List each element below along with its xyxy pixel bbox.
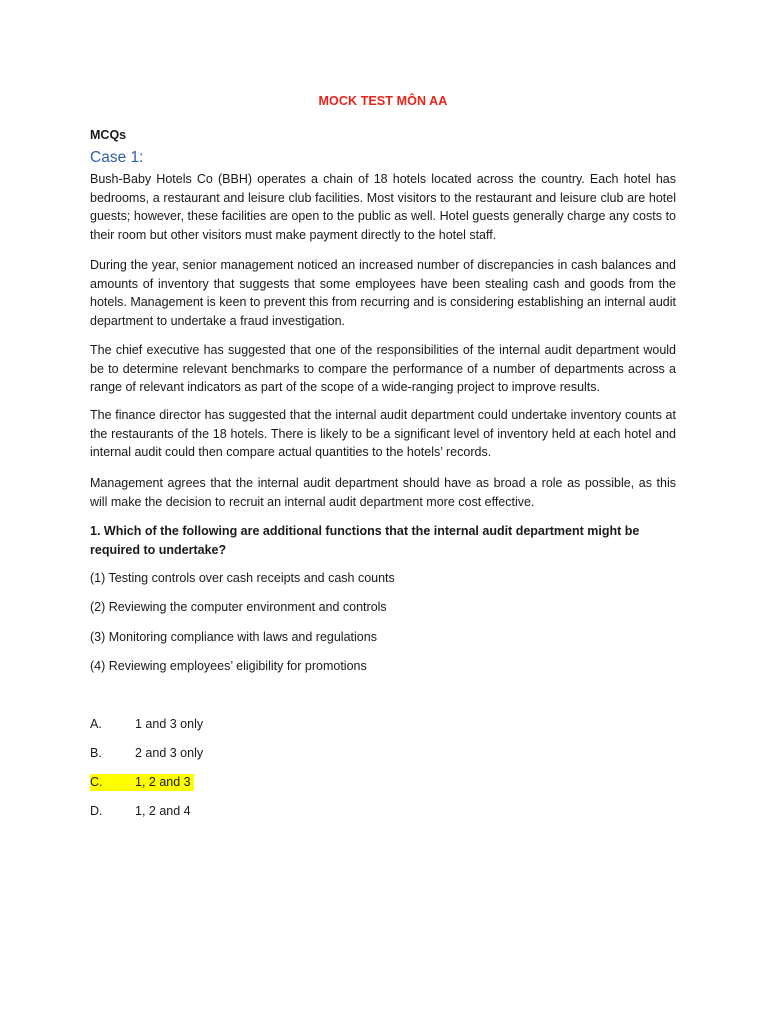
question-text: 1. Which of the following are additional functions that the internal audit department might be required to undertake? — [90, 524, 640, 557]
statement-item: (4) Reviewing employees’ eligibility for promotions — [90, 659, 367, 673]
option-letter: D. — [90, 804, 103, 818]
statement-item: (3) Monitoring compliance with laws and regulations — [90, 630, 377, 644]
case-paragraph: The finance director has suggested that the internal audit department could undertake inventory counts at the restaurants of the 18 hotels. There is likely to be a significant level of inventory held at each hotel and internal audit could then compare actual quantities to the hotels’ records. — [90, 408, 676, 460]
case-paragraph: Management agrees that the internal audit department should have as broad a role as possible, as this will make the decision to recruit an internal audit department more cost effective. — [90, 476, 676, 509]
option-text: 1, 2 and 4 — [135, 804, 191, 818]
statement-item: (2) Reviewing the computer environment and controls — [90, 600, 387, 614]
option-text: 1, 2 and 3 — [135, 775, 191, 789]
answer-option-c-highlighted — [90, 774, 194, 791]
option-letter: C. — [90, 775, 103, 789]
case-heading: Case 1: — [90, 149, 144, 166]
case-paragraph: The chief executive has suggested that one of the responsibilities of the internal audit department would be to determine relevant benchmarks to compare the performance of a number of departments across a range of relevant indicators as part of the scope of a wide-ranging project to improve results. — [90, 343, 676, 395]
section-label: MCQs — [90, 128, 127, 142]
case-paragraph: During the year, senior management noticed an increased number of discrepancies in cash balances and amounts of inventory that suggests that some employees have been stealing cash and goods from the hotels. Management is keen to prevent this from recurring and is considering establishing an internal audit department to undertake a fraud investigation. — [90, 258, 676, 328]
option-text: 2 and 3 only — [135, 746, 204, 760]
document-title: MOCK TEST MÔN AA — [318, 94, 448, 108]
option-letter: A. — [90, 717, 102, 731]
statement-item: (1) Testing controls over cash receipts and cash counts — [90, 571, 395, 585]
option-letter: B. — [90, 746, 102, 760]
case-paragraph: Bush-Baby Hotels Co (BBH) operates a chain of 18 hotels located across the country. Each hotel has bedrooms, a restaurant and leisure club facilities. Most visitors to the restaurant and leisure club are hotel guests; however, these facilities are open to the public as well. Hotel guests generally charge any costs to their room but other visitors must make payment directly to the hotel staff. — [90, 172, 676, 242]
option-text: 1 and 3 only — [135, 717, 204, 731]
